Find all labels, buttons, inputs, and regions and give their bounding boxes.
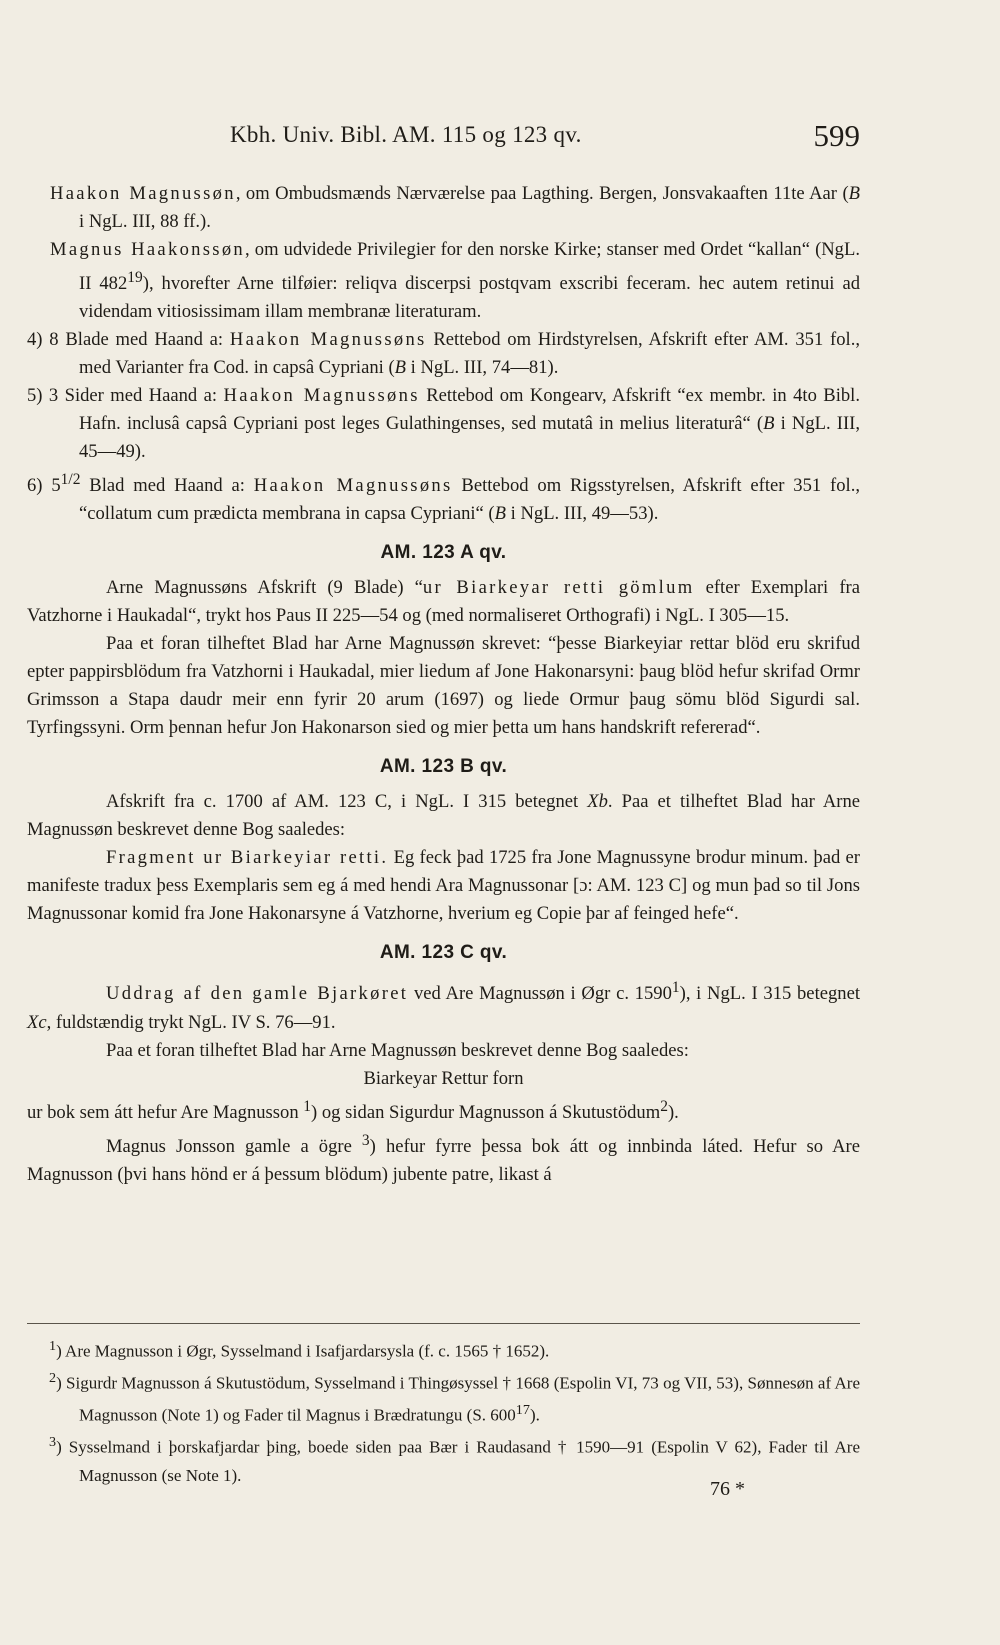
section-heading-123b: AM. 123 B qv. (379, 756, 508, 778)
footnotes (27, 1333, 860, 1489)
paragraph-123b-2: Fragment ur Biarkeyiar retti. Eg feck þad 1725 fra Jone Magnussyne brodur minum. þad er manifeste tradux þess Exemplaris sem eg á med hendi Ara Magnussonar [ɔ: AM. 123 C] og mun þad so til Jons Magnussonar komid fra Jone Hakonarsyne á Vatzhorne, hverium eg Copie þar af feinged hefe“. (27, 847, 860, 925)
section-heading-123a: AM. 123 A qv. (380, 542, 507, 564)
signature-mark: 76 * (710, 1478, 745, 1500)
page-number: 599 (813, 118, 860, 153)
entry-haakon-ombudsmaend: Haakon Magnussøn, om Ombudsmænds Nærværelse paa Lagthing. Bergen, Jonsvakaaften 11te Aar (B i NgL. III, 88 ff.). (50, 183, 860, 232)
quoted-title: Biarkeyar Rettur forn (363, 1067, 524, 1089)
paragraph-123b-1: Afskrift fra c. 1700 af AM. 123 C, i NgL. I 315 betegnet Xb. Paa et tilheftet Blad har Arne Magnussøn beskrevet denne Bog saaledes: (27, 791, 860, 841)
paragraph-123c-2: Paa et foran tilheftet Blad har Arne Magnussøn beskrevet denne Bog saaledes: (106, 1039, 689, 1061)
paragraph-123c-3: ur bok sem átt hefur Are Magnusson $^1$) og sidan Sigurdur Magnusson á Skutustödum$^2$). (27, 1097, 679, 1123)
footnote-3: $^3$) Sysselmand i þorskafjardar þing, boede siden paa Bær i Raudasand † 1590—91 (Espolin V 62), Fader til Are Magnusson (se Note 1). (49, 1434, 860, 1485)
running-title: Kbh. Univ. Bibl. AM. 115 og 123 qv. (230, 122, 582, 147)
paragraph-123c-4: Magnus Jonsson gamle a ögre $^3$) hefur fyrre þessa bok átt og innbinda láted. Hefur so Are Magnusson (þvi hans hönd er á þessum blödum) jubente patre, likast á (27, 1131, 860, 1185)
main-text (27, 180, 860, 1189)
entry-magnus-privilegier: Magnus Haakonssøn, om udvidede Privilegier for den norske Kirke; stanser med Ordet “kallan“ (NgL. II $482^{19}$), hvorefter Arne tilføier: reliqva discerpsi postqvam exscribi feceram. hec autem retinui ad videndam vitiosissimam illam membranæ literaturam. (50, 239, 860, 323)
entry-4: 4) 8 Blade med Haand a: Haakon Magnussøns Rettebod om Hirdstyrelsen, Afskrift efter AM. 351 fol., med Varianter fra Cod. in capsâ Cypriani (B i NgL. III, 74—81). (27, 329, 860, 379)
entry-6: 6) $5^{1/2}$ Blad med Haand a: Haakon Magnussøns Bettebod om Rigsstyrelsen, Afskrift efter 351 fol., “collatum cum prædicta membrana in capsa Cypriani“ (B i NgL. III, 49—53). (27, 471, 860, 525)
entry-5: 5) 3 Sider med Haand a: Haakon Magnussøns Rettebod om Kongearv, Afskrift “ex membr. in 4to Bibl. Hafn. inclusâ capsâ Cypriani post leges Gulathingenses, sed mutatâ in melius literaturâ“ (B i NgL. III, 45—49). (27, 385, 860, 463)
footnote-rule (27, 1323, 860, 1324)
section-heading-123c: AM. 123 C qv. (379, 942, 508, 964)
page-header (0, 118, 1000, 158)
footnote-2: $^2$) Sigurdr Magnusson á Skutustödum, Sysselmand i Thingøsyssel † 1668 (Espolin VI, 73 og VII, 53), Sønnesøn af Are Magnusson (Note 1) og Fader til Magnus i Brædratungu (S. $600^{17}$). (49, 1370, 860, 1425)
paragraph-123a-1: Arne Magnussøns Afskrift (9 Blade) “ur Biarkeyar retti gömlum efter Exemplari fra Vatzhorne i Haukadal“, trykt hos Paus II 225—54 og (med normaliseret Orthografi) i NgL. I 305—15. (27, 577, 860, 627)
footnote-1: $^1$) Are Magnusson i Øgr, Sysselmand i Isafjardarsysla (f. c. 1565 † 1652). (49, 1338, 550, 1361)
paragraph-123c-1: Uddrag af den gamle Bjarkøret ved Are Magnussøn i Øgr c. 1590$^1$), i NgL. I 315 betegnet Xc, fuldstændig trykt NgL. IV S. 76—91. (27, 979, 860, 1033)
paragraph-123a-2: Paa et foran tilheftet Blad har Arne Magnussøn skrevet: “þesse Biarkeyiar rettar blöd eru skrifud epter pappirsblödum fra Vatzhorni i Haukadal, mier liedum af Jone Hakonarsyni: þaug blöd hefur skrifad Ormr Grimsson a Stapa daudr meir enn fyrir 20 arum (1697) og liede Ormur þaug sömu blöd Sigurdi sal. Tyrfingssyni. Orm þennan hefur Jon Hakonarson sied og mier þetta um hans handskrift refererad“. (27, 633, 860, 739)
